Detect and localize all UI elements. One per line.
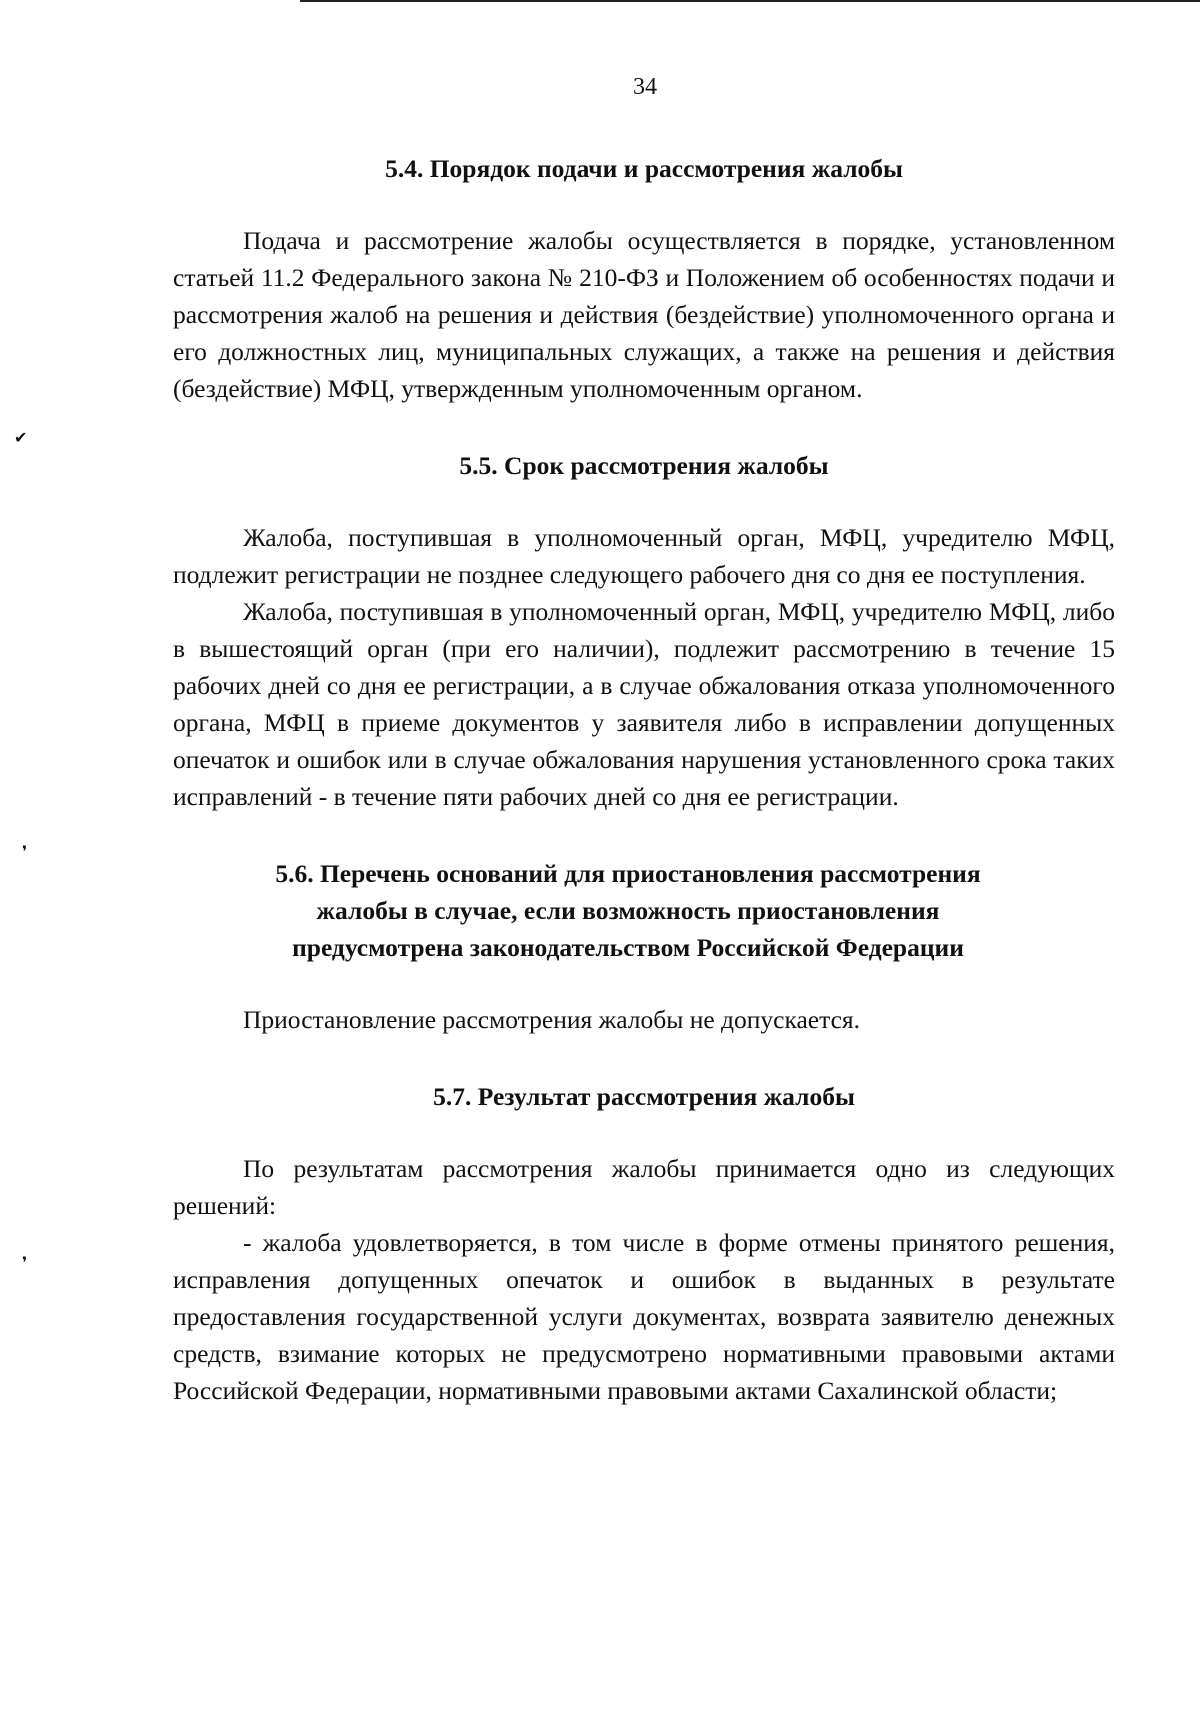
section-heading: 5.5. Срок рассмотрения жалобы [459,451,829,480]
document-body [173,150,1115,1409]
paragraph: Жалоба, поступившая в уполномоченный орган, МФЦ, учредителю МФЦ, либо в вышестоящий орган (при его наличии), подлежит рассмотрению в течение 15 рабочих дней со дня ее регистрации, а в случае обжалования отказа уполномоченного органа, МФЦ в приеме документов у заявителя либо в исправлении допущенных опечаток и ошибок или в случае обжалования нарушения установленного срока таких исправлений - в течение пяти рабочих дней со дня ее регистрации. [173,597,1115,811]
section-heading-line: предусмотрена законодательством Российской Федерации [292,933,964,962]
page-number: 34 [633,74,657,100]
section-heading-line: жалобы в случае, если возможность приостановления [316,896,940,925]
paragraph: Приостановление рассмотрения жалобы не допускается. [243,1005,861,1034]
scan-mark: ✔ [14,428,28,447]
scan-mark: ❜ [22,1253,28,1272]
scan-edge-line [300,0,1200,2]
paragraph: - жалоба удовлетворяется, в том числе в форме отмены принятого решения, исправления допущенных опечаток и ошибок в выданных в результате предоставления государственной услуги документах, возврата заявителю денежных средств, взимание которых не предусмотрено нормативными правовыми актами Российской Федерации, нормативными правовыми актами Сахалинской области; [173,1228,1115,1405]
section-heading: 5.4. Порядок подачи и рассмотрения жалобы [385,154,903,183]
section-heading-line: 5.6. Перечень оснований для приостановления рассмотрения [275,859,981,888]
section-heading [198,855,1058,966]
paragraph: По результатам рассмотрения жалобы принимается одно из следующих решений: [173,1154,1115,1220]
section-heading: 5.7. Результат рассмотрения жалобы [433,1082,855,1111]
paragraph: Подача и рассмотрение жалобы осуществляется в порядке, установленном статьей 11.2 Федерального закона № 210-ФЗ и Положением об особенностях подачи и рассмотрения жалоб на решения и действия (бездействие) уполномоченного органа и его должностных лиц, муниципальных служащих, а также на решения и действия (бездействие) МФЦ, утвержденным уполномоченным органом. [173,226,1115,403]
paragraph: Жалоба, поступившая в уполномоченный орган, МФЦ, учредителю МФЦ, подлежит регистрации не позднее следующего рабочего дня со дня ее поступления. [173,523,1115,589]
scan-mark: ❜ [22,842,28,861]
